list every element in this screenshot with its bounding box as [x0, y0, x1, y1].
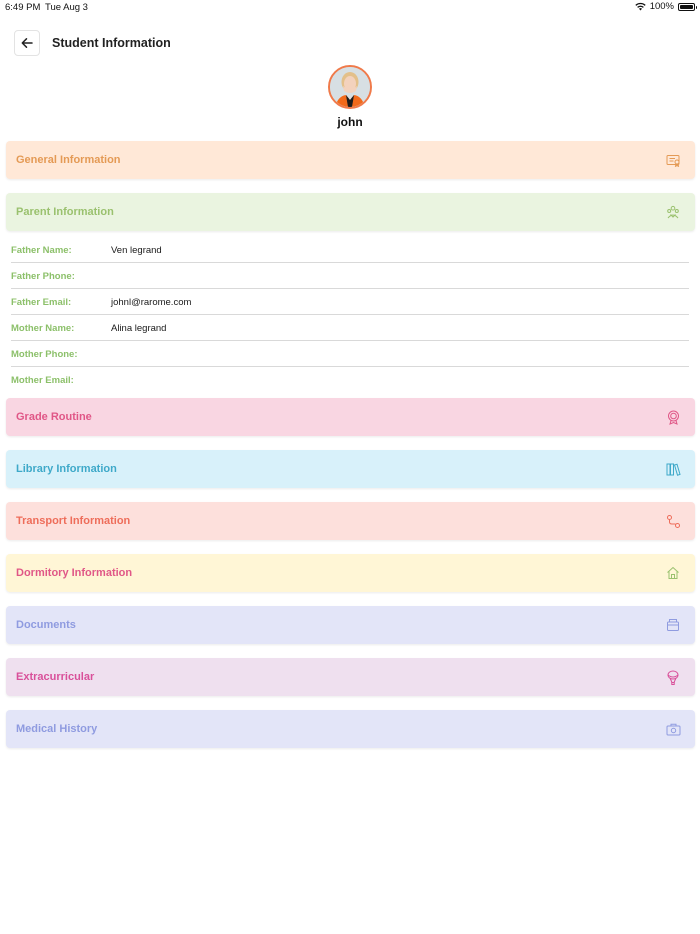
battery-percent: 100% — [649, 1, 674, 12]
section-label: General Information — [16, 154, 121, 166]
section-label: Parent Information — [16, 206, 114, 218]
status-right — [635, 1, 695, 12]
detail-row-father-phone — [11, 263, 689, 289]
detail-label: Mother Email: — [11, 375, 74, 386]
section-parent-information[interactable] — [6, 193, 695, 231]
detail-value: Alina legrand — [111, 323, 167, 334]
section-label: Medical History — [16, 723, 98, 735]
route-icon — [665, 513, 681, 529]
status-date: Tue Aug 3 — [45, 2, 88, 13]
student-name: john — [337, 115, 363, 129]
balloon-icon — [665, 669, 681, 685]
back-button[interactable] — [14, 30, 40, 56]
badge-icon — [665, 409, 681, 425]
section-label: Extracurricular — [16, 671, 95, 683]
page-title: Student Information — [52, 36, 171, 50]
avatar[interactable] — [328, 65, 372, 109]
detail-row-mother-name — [11, 315, 689, 341]
detail-value: johnl@rarome.com — [111, 297, 192, 308]
folder-icon — [665, 617, 681, 633]
section-label: Grade Routine — [16, 411, 92, 423]
section-label: Library Information — [16, 463, 117, 475]
section-medical-history[interactable] — [6, 710, 695, 748]
battery-icon — [678, 3, 695, 11]
arrow-left-icon — [21, 37, 33, 49]
detail-row-mother-email — [11, 367, 689, 393]
detail-label: Father Name: — [11, 245, 72, 256]
medical-bag-icon — [665, 721, 681, 737]
header — [0, 28, 700, 60]
detail-row-mother-phone — [11, 341, 689, 367]
family-icon — [665, 204, 681, 220]
section-library-information[interactable] — [6, 450, 695, 488]
section-grade-routine[interactable] — [6, 398, 695, 436]
status-bar — [0, 0, 700, 14]
detail-row-father-email — [11, 289, 689, 315]
certificate-icon — [665, 152, 681, 168]
status-time: 6:49 PM — [5, 2, 41, 13]
detail-label: Father Phone: — [11, 271, 75, 282]
section-general-information[interactable] — [6, 141, 695, 179]
detail-row-father-name — [11, 237, 689, 263]
section-transport-information[interactable] — [6, 502, 695, 540]
detail-label: Mother Name: — [11, 323, 75, 334]
student-photo — [330, 67, 370, 107]
section-dormitory-information[interactable] — [6, 554, 695, 592]
section-label: Transport Information — [16, 515, 131, 527]
section-label: Documents — [16, 619, 76, 631]
detail-label: Father Email: — [11, 297, 72, 308]
home-icon — [665, 565, 681, 581]
section-label: Dormitory Information — [16, 567, 133, 579]
wifi-icon — [635, 2, 646, 11]
detail-value: Ven legrand — [111, 245, 162, 256]
section-documents[interactable] — [6, 606, 695, 644]
section-extracurricular[interactable] — [6, 658, 695, 696]
books-icon — [665, 461, 681, 477]
detail-label: Mother Phone: — [11, 349, 78, 360]
